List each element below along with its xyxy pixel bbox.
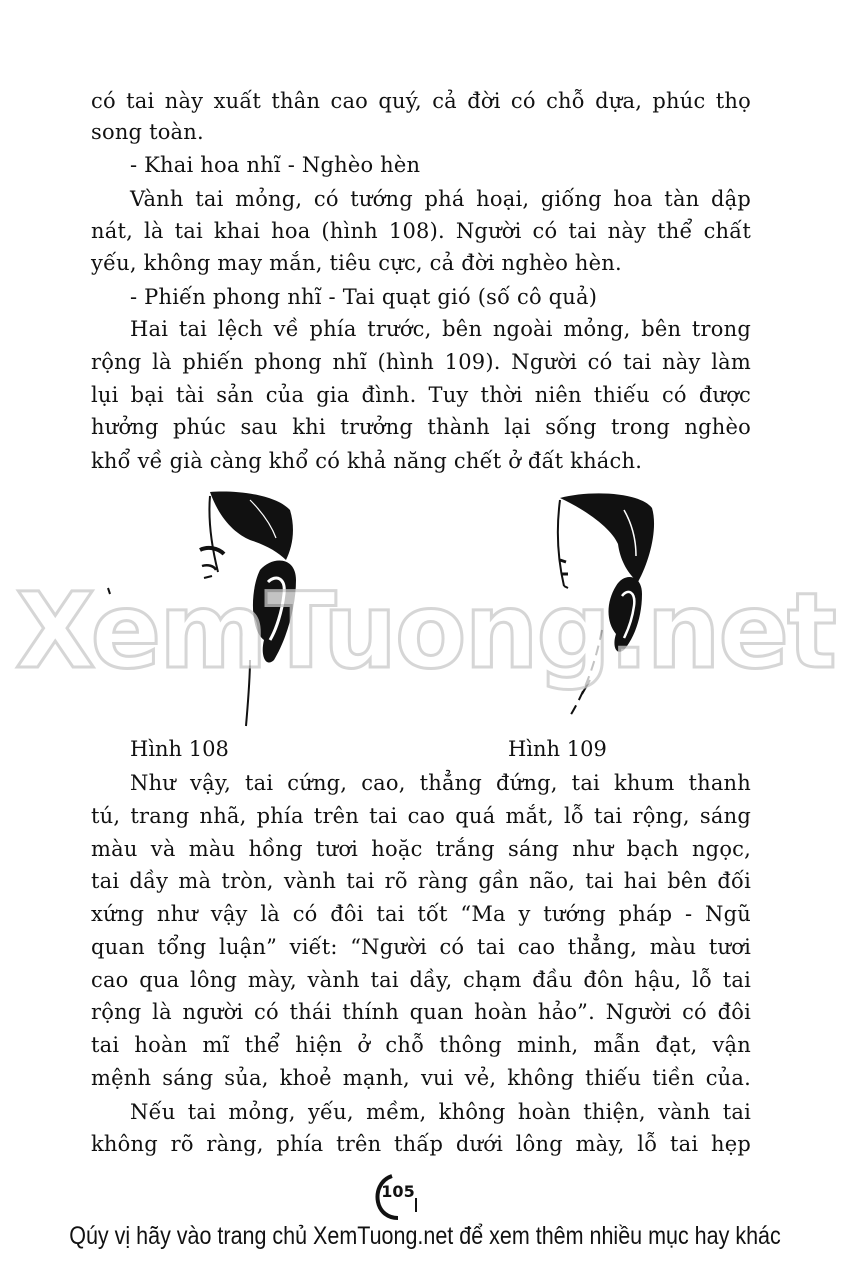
text-line: hưởng phúc sau khi trưởng thành lại sống trong nghèo xyxy=(91,415,751,439)
text-line: không rõ ràng, phía trên thấp dưới lông mày, lỗ tai hẹp xyxy=(91,1132,751,1156)
text-line: Vành tai mỏng, có tướng phá hoại, giống hoa tàn dập xyxy=(130,187,751,211)
section-heading-khai-hoa: - Khai hoa nhĩ - Nghèo hèn xyxy=(130,153,421,177)
text-line: Nếu tai mỏng, yếu, mềm, không hoàn thiện, vành tai xyxy=(130,1100,751,1124)
text-line: xứng như vậy là có đôi tai tốt “Ma y tướng pháp - Ngũ xyxy=(91,902,751,926)
figure-caption-108: Hình 108 xyxy=(130,737,229,761)
text-line: lụi bại tài sản của gia đình. Tuy thời niên thiếu có được xyxy=(91,383,751,407)
ear-illustration-108 xyxy=(100,490,340,730)
text-line: rộng là người có thái thính quan hoàn hảo”. Người có đôi xyxy=(91,1000,751,1024)
page-number-text: 105 xyxy=(381,1182,415,1201)
text-line: tai hoàn mĩ thể hiện ở chỗ thông minh, mẫn đạt, vận xyxy=(91,1033,751,1057)
watermark: XemTuong.net xyxy=(15,570,835,692)
text-line: màu và màu hồng tươi hoặc trắng sáng như bạch ngọc, xyxy=(91,837,751,861)
text-line: Hai tai lệch về phía trước, bên ngoài mỏng, bên trong xyxy=(130,317,751,341)
text-line: quan tổng luận” viết: “Người có tai cao thẳng, màu tươi xyxy=(91,935,751,959)
text-line: khổ về già càng khổ có khả năng chết ở đất khách. xyxy=(91,449,643,473)
figure-caption-109: Hình 109 xyxy=(508,737,607,761)
site-footer-note: Qúy vị hãy vào trang chủ XemTuong.net để xem thêm nhiều mục hay khác xyxy=(69,1222,781,1250)
text-line: song toàn. xyxy=(91,120,204,144)
text-line: rộng là phiến phong nhĩ (hình 109). Người có tai này làm xyxy=(91,350,751,374)
text-line: mệnh sáng sủa, khoẻ mạnh, vui vẻ, không thiếu tiền của. xyxy=(91,1066,751,1090)
text-line: yếu, không may mắn, tiêu cực, cả đời nghèo hèn. xyxy=(91,251,622,275)
text-line: có tai này xuất thân cao quý, cả đời có chỗ dựa, phúc thọ xyxy=(91,89,751,113)
section-heading-phien-phong: - Phiến phong nhĩ - Tai quạt gió (số cô quả) xyxy=(130,285,598,309)
page-number xyxy=(370,1168,426,1224)
text-line: cao qua lông mày, vành tai dầy, chạm đầu đôn hậu, lỗ tai xyxy=(91,968,751,992)
text-line: tú, trang nhã, phía trên tai cao quá mắt, lỗ tai rộng, sáng xyxy=(91,804,751,828)
text-line: tai dầy mà tròn, vành tai rõ ràng gần não, tai hai bên đối xyxy=(91,869,751,893)
text-line: Như vậy, tai cứng, cao, thẳng đứng, tai khum thanh xyxy=(130,771,751,795)
text-line: nát, là tai khai hoa (hình 108). Người có tai này thể chất xyxy=(91,219,751,243)
ear-illustration-109 xyxy=(520,490,740,730)
